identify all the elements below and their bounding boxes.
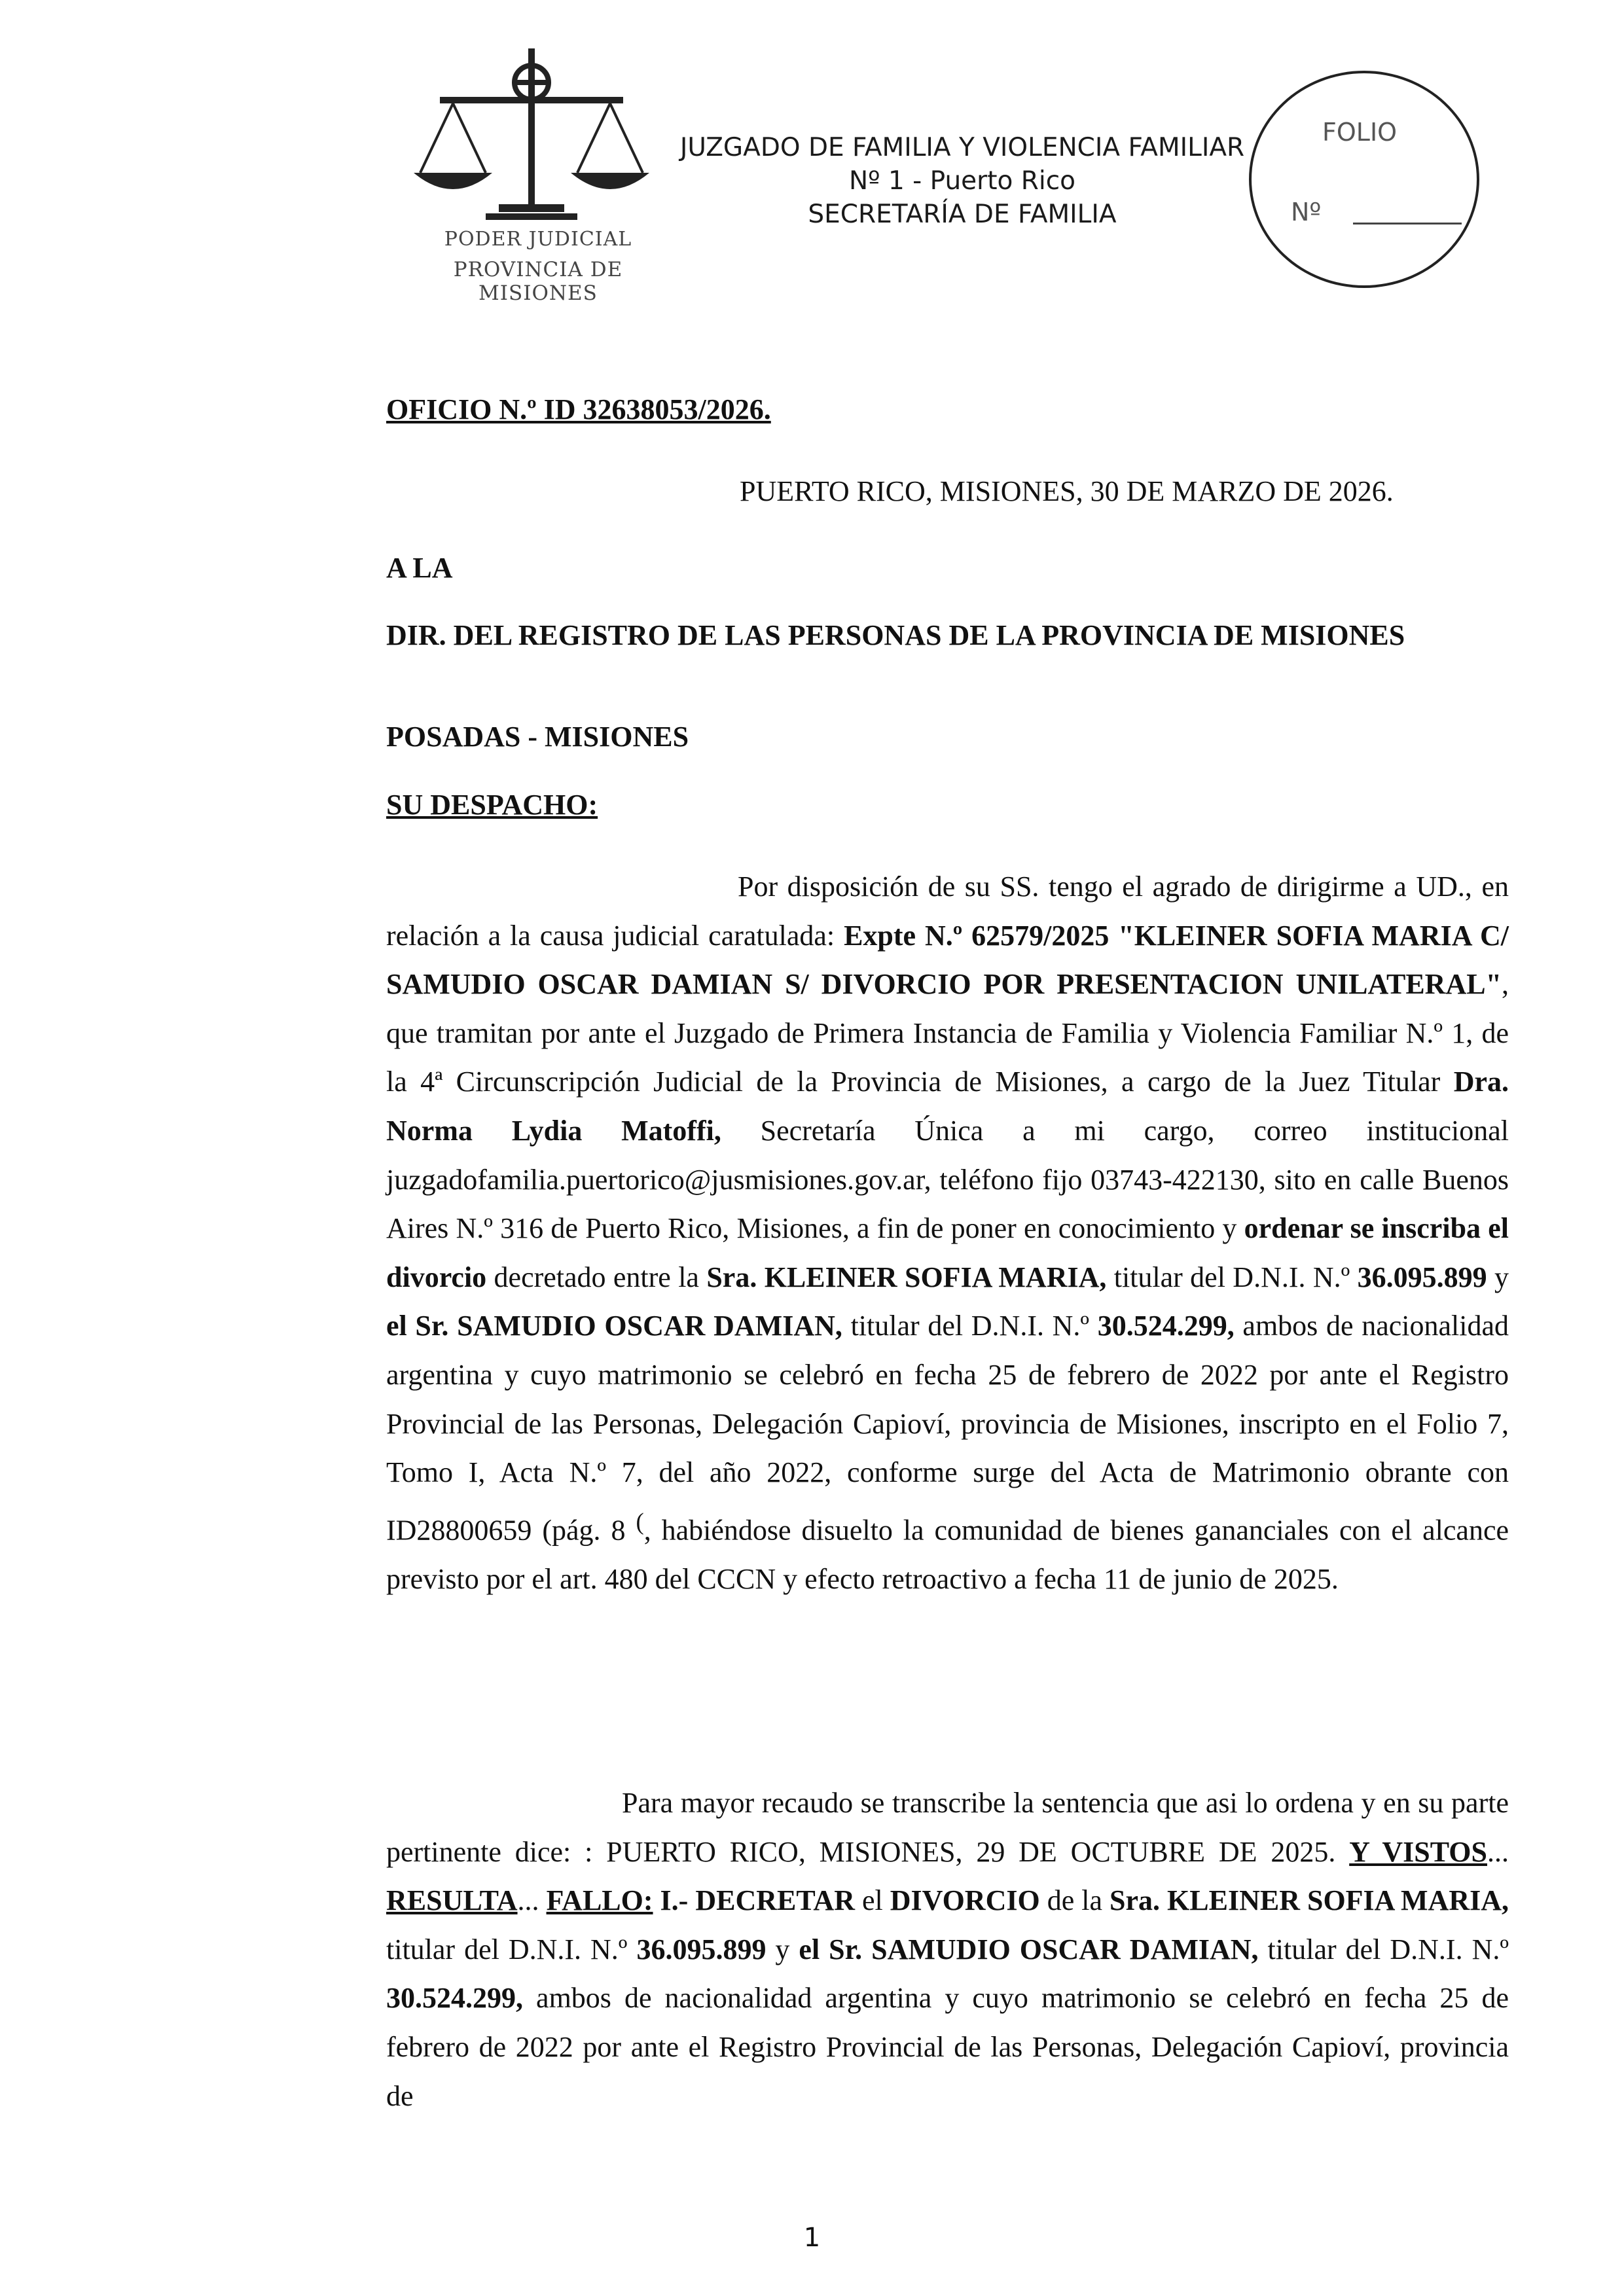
court-header (668, 131, 1257, 231)
y-vistos: Y VISTOS (1349, 1835, 1487, 1868)
party-1-dni: 36.095.899 (1357, 1261, 1487, 1293)
p2-text (653, 1884, 660, 1916)
resulta: RESULTA (386, 1884, 518, 1917)
page-number: 1 (803, 2223, 821, 2253)
p2-text: el (855, 1884, 890, 1917)
p2-text: titular del D.N.I. N.º (1258, 1933, 1509, 1965)
party-2-name: el Sr. SAMUDIO OSCAR DAMIAN, (799, 1933, 1259, 1965)
p1-text: titular del D.N.I. N.º (842, 1310, 1098, 1342)
scales-of-justice-icon (401, 42, 676, 245)
body-paragraph-2 (386, 1779, 1509, 2121)
party-2-dni: 30.524.299, (386, 1982, 523, 2015)
p2-text: Para mayor recaudo se transcribe la sentencia que asi lo ordena y en su parte pertinente dice: : PUERTO RICO, MISIONES, 29 DE OCTUBRE DE 2025. (386, 1787, 1509, 1868)
oficio-number: OFICIO N.º ID 32638053/2026. (386, 393, 771, 425)
p1-text: titular del D.N.I. N.º (1106, 1261, 1358, 1293)
folio-label: FOLIO (1322, 118, 1398, 147)
court-number: Nº 1 - Puerto Rico (849, 166, 1075, 196)
logo-text-provincia: PROVINCIA DE MISIONES (453, 258, 623, 305)
folio-stamp (1249, 71, 1479, 288)
p2-text: titular del D.N.I. N.º (386, 1933, 637, 1965)
decretar: I.- DECRETAR (660, 1884, 855, 1917)
party-1-name: Sra. KLEINER SOFIA MARIA, (1110, 1884, 1509, 1917)
recipient-salutation: A LA (386, 552, 453, 584)
body-paragraph-1 (386, 863, 1509, 1604)
party-2-dni: 30.524.299, (1097, 1310, 1235, 1342)
p1-text: , que tramitan por ante el Juzgado de Primera Instancia de Familia y Violencia Familiar N.º 1, de la 4ª Circunscripción Judicial de la Provincia de Misiones, a cargo de la Juez Titular (386, 968, 1509, 1098)
p2-text: ... (1487, 1835, 1509, 1868)
p2-text: y (766, 1933, 799, 1965)
recipient-name: DIR. DEL REGISTRO DE LAS PERSONAS DE LA PROVINCIA DE MISIONES (386, 619, 1405, 651)
judicial-logo (401, 42, 676, 305)
party-1-name: Sra. KLEINER SOFIA MARIA, (706, 1261, 1107, 1293)
footnote-mark: ( (636, 1507, 644, 1535)
case-caption: Expte N.º 62579/2025 "KLEINER SOFIA MARIA C/ SAMUDIO OSCAR DAMIAN S/ DIVORCIO POR PRESENTACION UNILATERAL" (386, 919, 1509, 1001)
folio-number-blank (1353, 223, 1462, 224)
divorcio: DIVORCIO (890, 1884, 1040, 1917)
order-phrase: ordenar se inscriba el divorcio (386, 1212, 1509, 1293)
logo-text-poder-judicial: PODER JUDICIAL (444, 228, 632, 251)
letter-date: PUERTO RICO, MISIONES, 30 DE MARZO DE 2026. (740, 475, 1394, 507)
fallo: FALLO: (546, 1884, 653, 1917)
p1-text: Por disposición de su SS. tengo el agrado de dirigirme a UD., en relación a la causa judicial caratulada: (386, 870, 1509, 952)
p2-text: ambos de nacionalidad argentina y cuyo matrimonio se celebró en fecha 25 de febrero de 2022 por ante el Registro Provincial de las Personas, Delegación Capioví, provincia de (386, 1982, 1509, 2112)
court-secretariat: SECRETARÍA DE FAMILIA (808, 200, 1117, 229)
p1-text: ambos de nacionalidad argentina y cuyo matrimonio se celebró en fecha 25 de febrero de 2022 por ante el Registro Provincial de las Personas, Delegación Capioví, provincia de Misiones, inscripto en el Folio 7, Tomo I, Acta N.º 7, del año 2022, conforme surge del Acta de Matrimonio obrante con ID28800659 (pág. 8 (386, 1310, 1509, 1547)
p1-text: decretado entre la (486, 1261, 707, 1293)
court-name: JUZGADO DE FAMILIA Y VIOLENCIA FAMILIAR (679, 133, 1245, 162)
judge-name: Dra. Norma Lydia Matoffi, (386, 1066, 1509, 1147)
su-despacho: SU DESPACHO: (386, 789, 598, 821)
party-1-dni: 36.095.899 (636, 1933, 767, 1965)
party-2-name: el Sr. SAMUDIO OSCAR DAMIAN, (386, 1310, 842, 1342)
p1-text: Secretaría Única a mi cargo, correo institucional juzgadofamilia.puertorico@jusmisiones.gov.ar, teléfono fijo 03743-422130, sito en calle Buenos Aires N.º 316 de Puerto Rico, Misiones, a fin de poner en conocimiento y (386, 1114, 1509, 1245)
p1-text: y (1487, 1261, 1509, 1293)
p2-text: de la (1039, 1884, 1110, 1917)
recipient-city: POSADAS - MISIONES (386, 721, 689, 753)
p1-text: , habiéndose disuelto la comunidad de bienes gananciales con el alcance previsto por el art. 480 del CCCN y efecto retroactivo a fecha 11 de junio de 2025. (386, 1514, 1509, 1595)
folio-number-label: Nº (1291, 198, 1322, 226)
p2-text: ... (517, 1884, 547, 1917)
